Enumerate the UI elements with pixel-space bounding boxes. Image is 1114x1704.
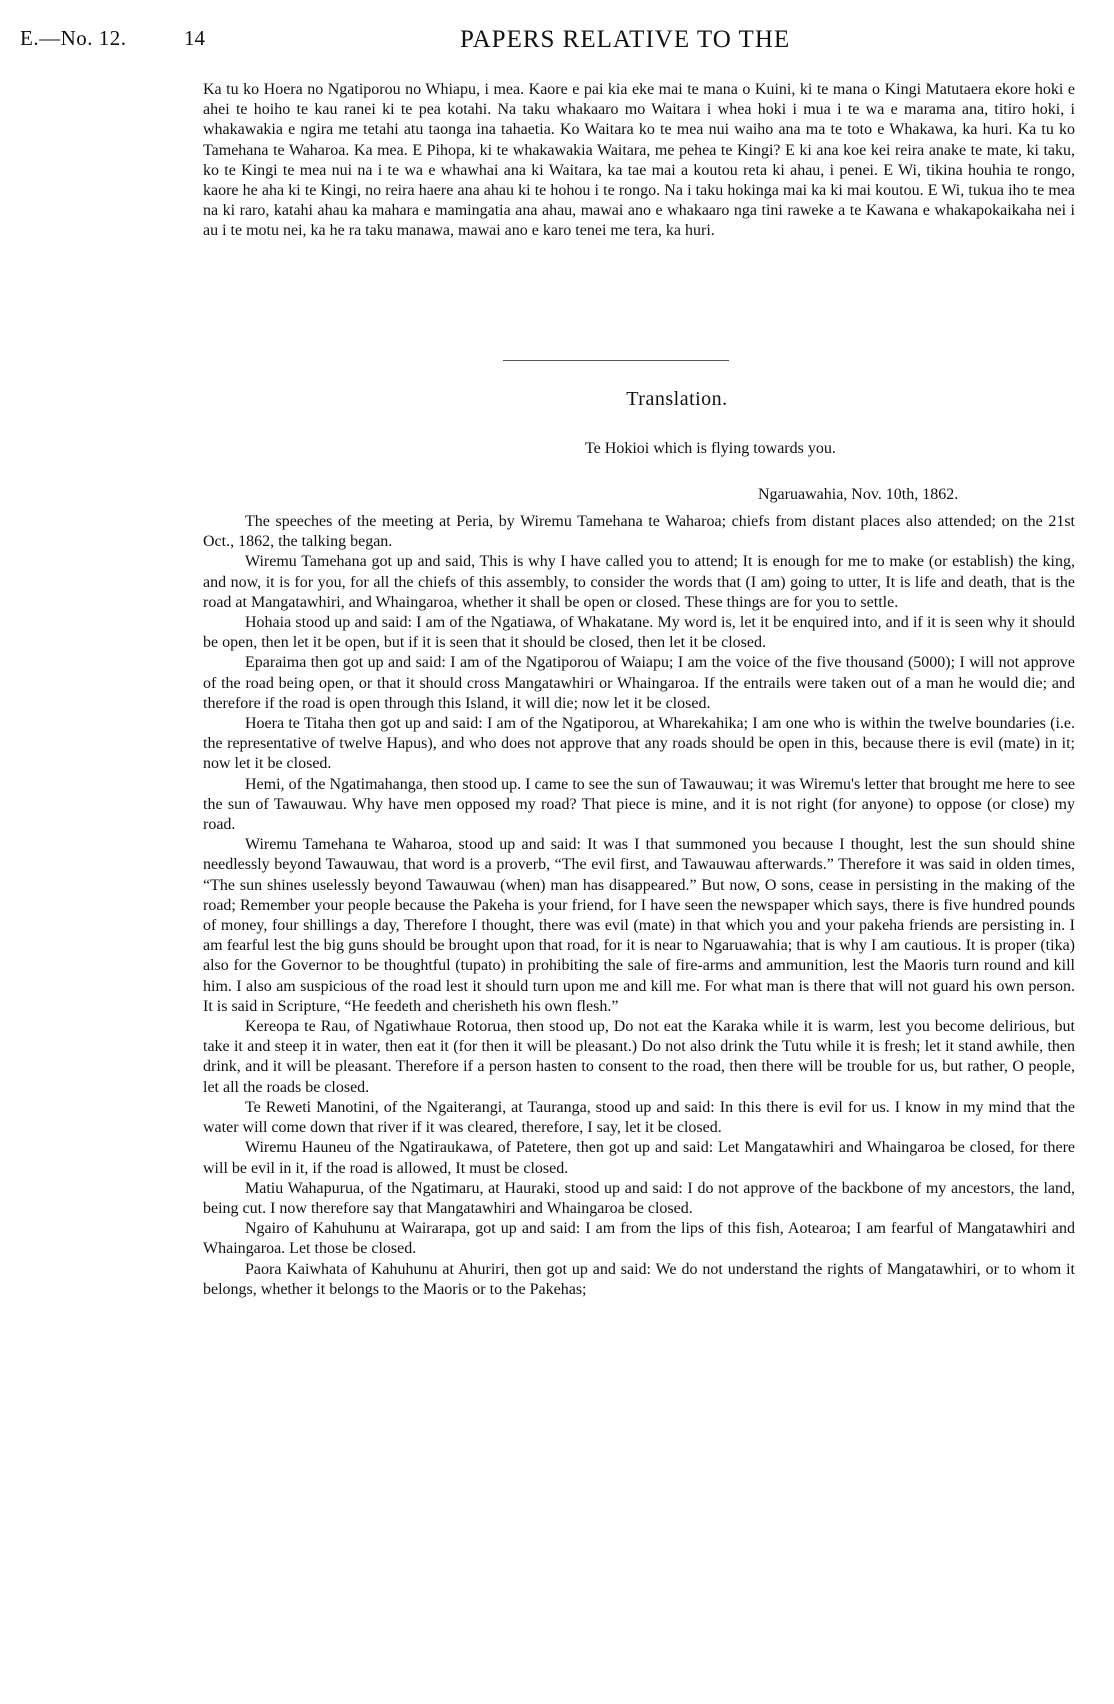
- body-paragraph: Hemi, of the Ngatimahanga, then stood up. I came to see the sun of Tawauwau; it was Wiremu's letter that brought me here to see the sun of Tawauwau. Why have men opposed my road? That piece is mine, and it is not right (for anyone) to oppose (or close) my road.: [203, 775, 1075, 834]
- page-header: [20, 26, 1090, 62]
- translation-body: [203, 512, 1075, 1300]
- body-paragraph: Wiremu Tamehana got up and said, This is why I have called you to attend; It is enough for me to make (or establish) the king, and now, it is for you, for all the chiefs of this assembly, to consider the words that (I am) going to utter, It is life and death, that is the road at Mangatawhiri, and Whaingaroa, whether it shall be open or closed. These things are for you to settle.: [203, 553, 1075, 611]
- translation-heading-row: [0, 388, 1114, 411]
- body-paragraph: Wiremu Hauneu of the Ngatiraukawa, of Patetere, then got up and said: Let Mangatawhiri and Whaingaroa be closed, for there will be evil in it, if the road is allowed, It must be closed.: [203, 1139, 1075, 1177]
- document-reference: E.—No. 12.: [20, 26, 127, 50]
- translation-heading: Translation.: [626, 388, 728, 410]
- running-title: PAPERS RELATIVE TO THE: [460, 26, 791, 53]
- page-number: 14: [184, 26, 205, 50]
- maori-text-block: [203, 80, 1075, 242]
- body-paragraph: Paora Kaiwhata of Kahuhunu at Ahuriri, then got up and said: We do not understand the rights of Mangatawhiri, or to whom it belongs, whether it belongs to the Maoris or to the Pakehas;: [203, 1260, 1075, 1298]
- body-paragraph: Kereopa te Rau, of Ngatiwhaue Rotorua, then stood up, Do not eat the Karaka while it is warm, lest you become delirious, but take it and steep it in water, then eat it (for then it will be pleasant.) Do not also drink the Tutu while it is fresh; let it stand awhile, then drink, and it will be pleasant. Therefore if a person hasten to consent to the road, then there will be trouble for us, but rather, O people, let all the roads be closed.: [203, 1018, 1075, 1096]
- section-divider: [503, 360, 729, 361]
- body-paragraph: Wiremu Tamehana te Waharoa, stood up and said: It was I that summoned you because I thought, lest the sun should shine needlessly beyond Tawauwau, that word is a proverb, “The evil first, and Tawauwau afterwards.” Therefore it was said in olden times, “The sun shines uselessly beyond Tawauwau (when) man has disappeared.” But now, O sons, cease in persisting in the making of the road; Remember your people because the Pakeha is your friend, for I have seen the newspaper which says, there is five hundred pounds of money, four shillings a day, Therefore I thought, there was evil (mate) in that which you and your pakeha friends are persisting in. I am fearful lest the big guns should be brought upon that road, for it is near to Ngaruawahia; that is why I am cautious. It is proper (tika) also for the Governor to be thoughtful (tupato) in prohibiting the sale of fire-arms and ammunition, lest the Maoris turn round and kill him. I also am suspicious of the road lest it should turn upon me and kill me. For what man is there that will not guard his own person. It is said in Scripture, “He feedeth and cherisheth his own flesh.”: [203, 836, 1075, 1015]
- maori-paragraph: Ka tu ko Hoera no Ngatiporou no Whiapu, i mea. Kaore e pai kia eke mai te mana o Kuini, ki te mana o Kingi Matutaera ekore hoki e ahei te hoiho te kau ranei ki te pea kotahi. Na taku whakaaro mo Waitara i whea hoki i mua i te wa e marama ana, titiro hoki, i whakawakia e ngira me tetahi atu taonga ina tahaetia. Ko Waitara ko te mea nui waiho ana ma te toto e Whakawa, ka huri. Ka tu ko Tamehana te Waharoa. Ka mea. E Pihopa, ki te whakawakia Waitara, me pehea te Kingi? E ki ana koe kei reira anake te mate, ki taku, ko te Kingi te mea nui na i te wa e whawhai ana ki Waitara, ka tae mai a koutou reta ki ahau, i penei. E Wi, tikina houhia te rongo, kaore he aha ki te Kingi, no reira haere ana ahau ki te hohou i te rongo. Na i taku hokinga mai ka ki mai koutou. E Wi, tukua iho te mea na ki raro, katahi ahau ka mahara e mamingatia ana ahau, mawai ano e whakaaro nga tini raweke a te Kawana e whakapokaikaha nei i au i te motu nei, ka he ra taku manawa, mawai ano e karo tenei me tera, ka huri.: [203, 81, 1075, 240]
- body-paragraph: Te Reweti Manotini, of the Ngaiterangi, at Tauranga, stood up and said: In this there is evil for us. I know in my mind that the water will come down that river if it was cleared, therefore, I say, let it be closed.: [203, 1098, 1075, 1137]
- body-paragraph: The speeches of the meeting at Peria, by Wiremu Tamehana te Waharoa; chiefs from distant places also attended; on the 21st Oct., 1862, the talking began.: [203, 513, 1075, 551]
- body-paragraph: Hoera te Titaha then got up and said: I am of the Ngatiporou, at Wharekahika; I am one who is within the twelve boundaries (i.e. the representative of twelve Hapus), and who does not approve that any roads should be open in this, because there is evil (mate) in it; now let it be closed.: [203, 715, 1075, 773]
- body-paragraph: Ngairo of Kahuhunu at Wairarapa, got up and said: I am from the lips of this fish, Aotearoa; I am fearful of Mangatawhiri and Whaingaroa. Let those be closed.: [203, 1220, 1075, 1258]
- body-paragraph: Hohaia stood up and said: I am of the Ngatiawa, of Whakatane. My word is, let it be enquired into, and if it is seen why it should be open, then let it be open, but if it is seen that it should be closed, then let it be closed.: [203, 614, 1075, 652]
- translation-subtitle: Te Hokioi which is flying towards you.: [585, 440, 836, 457]
- dateline: Ngaruawahia, Nov. 10th, 1862.: [758, 486, 959, 503]
- body-paragraph: Matiu Wahapurua, of the Ngatimaru, at Hauraki, stood up and said: I do not approve of the backbone of my ancestors, the land, being cut. I now therefore say that Mangatawhiri and Whaingaroa be closed.: [203, 1179, 1075, 1217]
- body-paragraph: Eparaima then got up and said: I am of the Ngatiporou of Waiapu; I am the voice of the five thousand (5000); I will not approve of the road being open, or that it should cross Mangatawhiri or Whaingaroa. If the entrails were taken out of a man he would die; and therefore if the road is open through this Island, it will die; now let it be closed.: [203, 654, 1075, 712]
